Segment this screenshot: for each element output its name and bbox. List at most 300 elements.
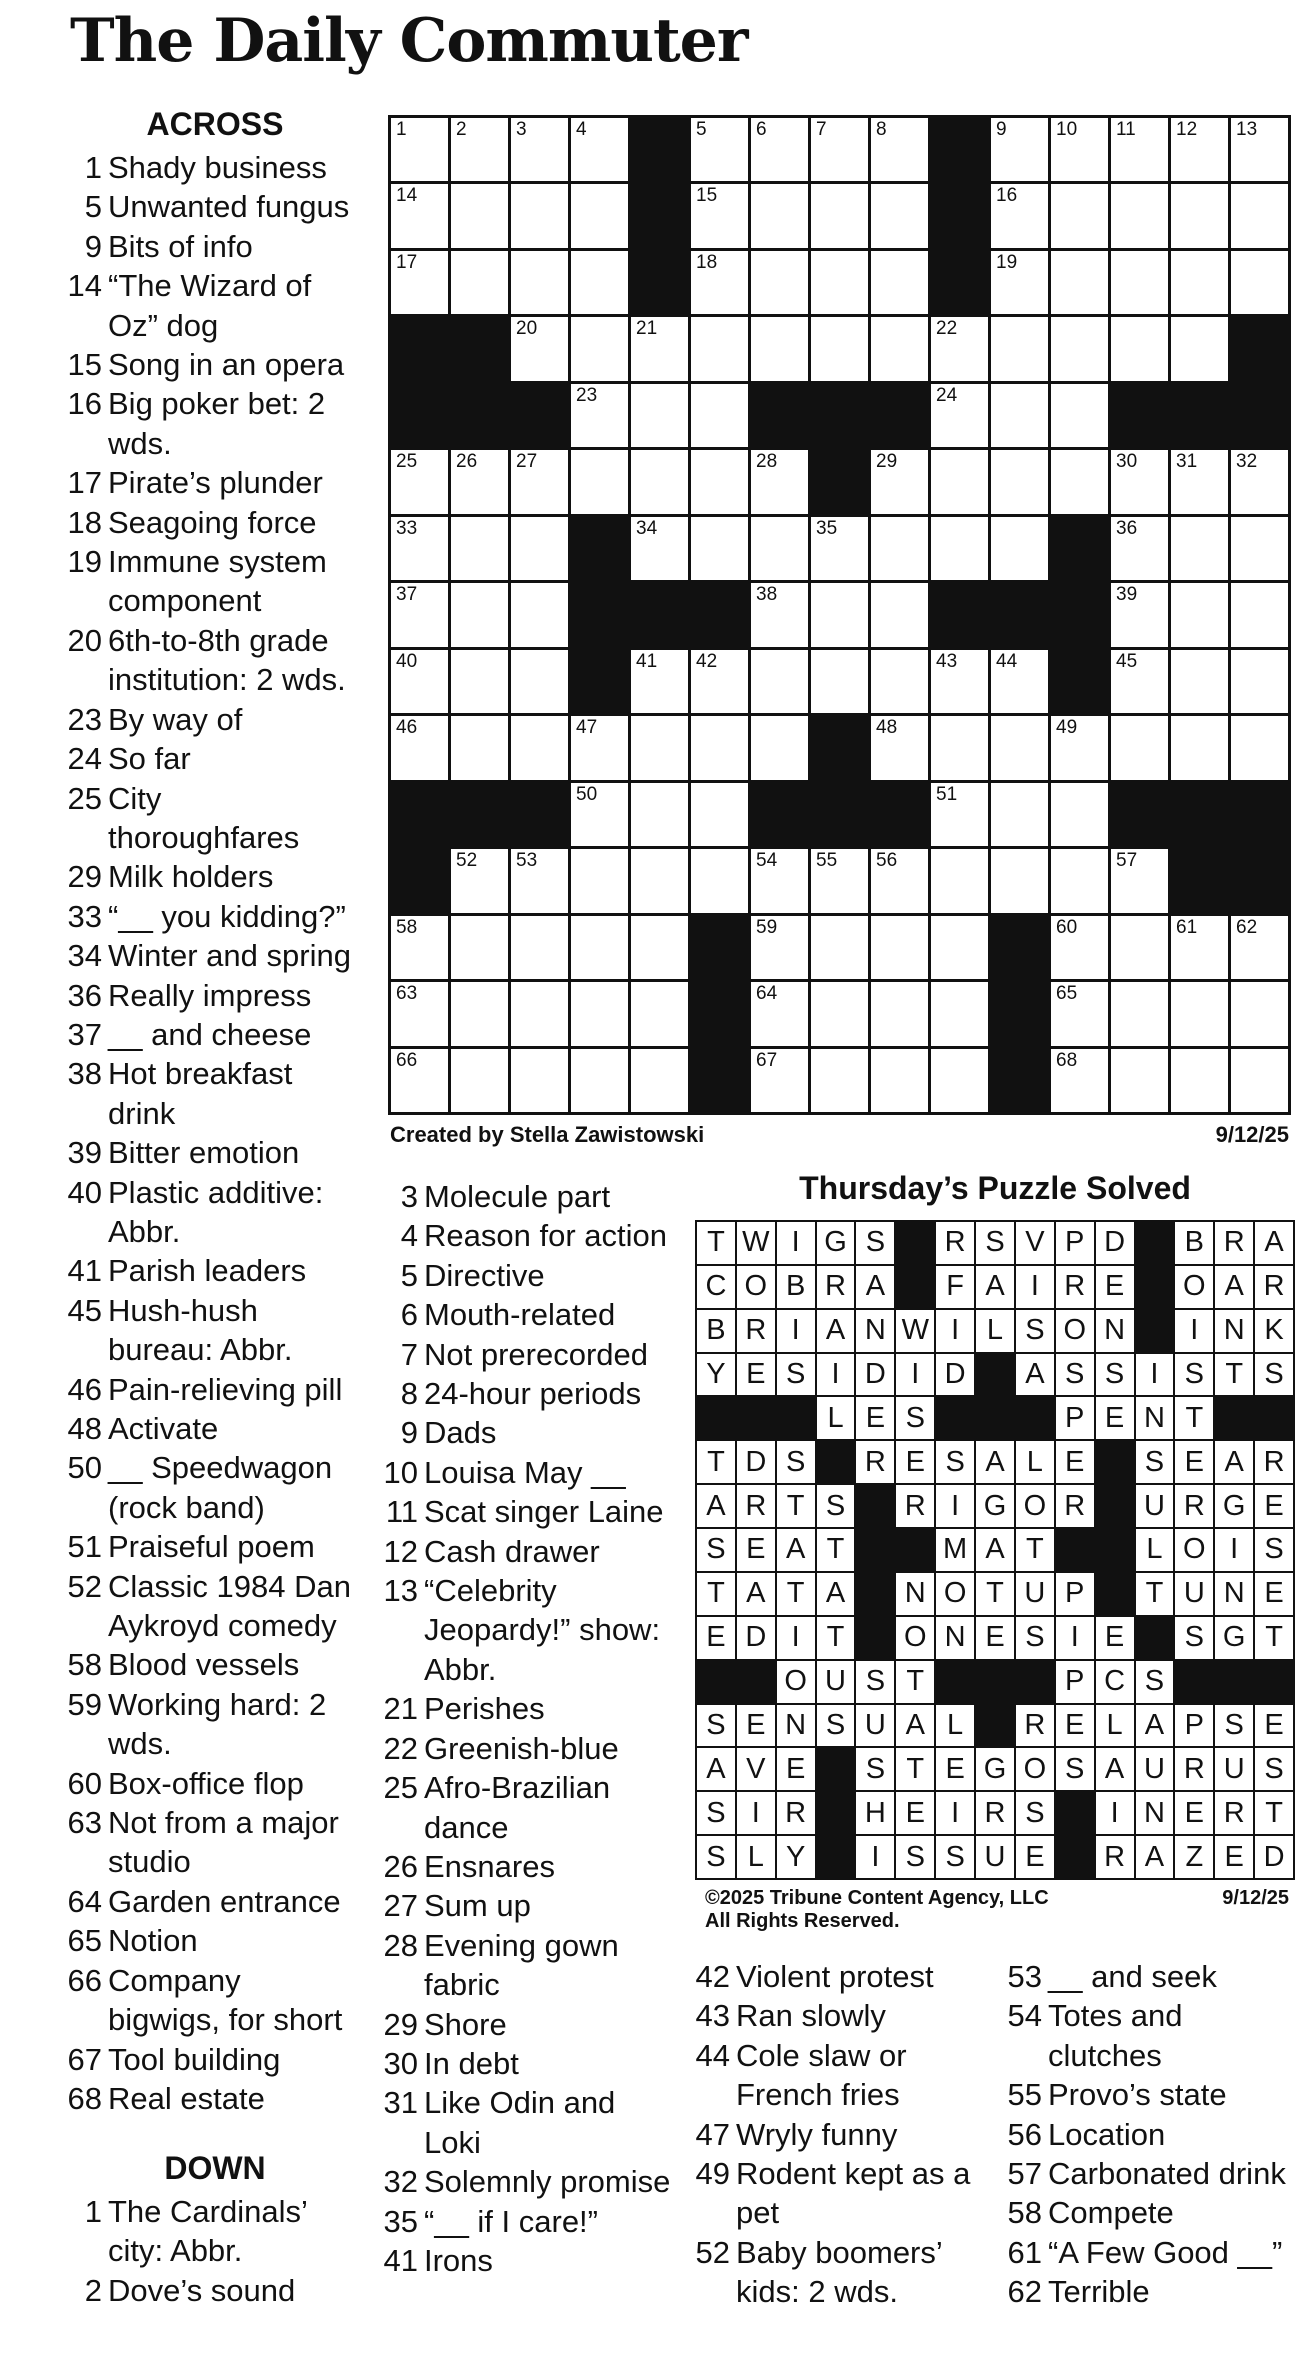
- clue: [376, 1492, 676, 1531]
- grid-cell[interactable]: [991, 184, 1048, 247]
- grid-cell[interactable]: [811, 184, 868, 247]
- grid-cell[interactable]: [511, 184, 568, 247]
- grid-cell[interactable]: [991, 650, 1048, 713]
- grid-cell[interactable]: [811, 982, 868, 1045]
- solved-letter: T: [777, 1573, 815, 1615]
- grid-cell[interactable]: [751, 716, 808, 779]
- grid-cell[interactable]: [1231, 450, 1288, 513]
- grid-cell[interactable]: [691, 384, 748, 447]
- grid-cell[interactable]: [451, 982, 508, 1045]
- grid-cell[interactable]: [931, 384, 988, 447]
- grid-cell[interactable]: [511, 118, 568, 181]
- clue-text: Garden entrance: [108, 1883, 341, 1919]
- solved-letter: S: [936, 1836, 974, 1878]
- solved-letter: Y: [777, 1836, 815, 1878]
- cell-number: 17: [396, 251, 418, 273]
- grid-cell[interactable]: [991, 517, 1048, 580]
- grid-cell[interactable]: [931, 650, 988, 713]
- grid-block: [931, 583, 988, 646]
- grid-cell[interactable]: [751, 916, 808, 979]
- grid-cell[interactable]: [871, 849, 928, 912]
- grid-cell[interactable]: [751, 517, 808, 580]
- solved-letter: P: [1175, 1705, 1213, 1747]
- grid-cell[interactable]: [511, 583, 568, 646]
- solved-block: [856, 1617, 894, 1659]
- grid-cell[interactable]: [811, 583, 868, 646]
- clue-number: 55: [1007, 2077, 1042, 2113]
- grid-cell[interactable]: [751, 650, 808, 713]
- solved-letter: A: [1215, 1266, 1253, 1308]
- grid-cell[interactable]: [511, 317, 568, 380]
- clue: [376, 1413, 676, 1452]
- grid-cell[interactable]: [1111, 982, 1168, 1045]
- grid-cell[interactable]: [391, 583, 448, 646]
- clue: [376, 1453, 676, 1492]
- grid-cell[interactable]: [871, 583, 928, 646]
- grid-cell[interactable]: [691, 783, 748, 846]
- grid-block: [1231, 384, 1288, 447]
- cell-number: 33: [396, 517, 418, 539]
- grid-cell[interactable]: [1051, 783, 1108, 846]
- grid-cell[interactable]: [691, 849, 748, 912]
- grid-cell[interactable]: [691, 716, 748, 779]
- grid-cell[interactable]: [871, 716, 928, 779]
- clue-number: 10: [383, 1454, 418, 1490]
- grid-cell[interactable]: [1111, 849, 1168, 912]
- solved-letter: T: [697, 1573, 735, 1615]
- grid-cell[interactable]: [391, 184, 448, 247]
- solved-letter: A: [737, 1573, 775, 1615]
- grid-cell[interactable]: [871, 650, 928, 713]
- clue-number: 41: [67, 1253, 102, 1289]
- grid-cell[interactable]: [991, 716, 1048, 779]
- clue-text: __ and cheese: [108, 1016, 312, 1052]
- clue-number: 9: [400, 1415, 418, 1451]
- solved-letter: A: [1136, 1705, 1174, 1747]
- grid-cell[interactable]: [391, 450, 448, 513]
- clue: [60, 621, 360, 700]
- grid-cell[interactable]: [451, 450, 508, 513]
- clue-text: Real estate: [108, 2080, 265, 2116]
- clue-number: 3: [400, 1179, 418, 1214]
- grid-cell[interactable]: [1231, 184, 1288, 247]
- grid-cell[interactable]: [1051, 916, 1108, 979]
- clue-text: “A Few Good __”: [1048, 2234, 1283, 2270]
- clue: [60, 779, 360, 858]
- grid-cell[interactable]: [571, 716, 628, 779]
- grid-cell[interactable]: [751, 118, 808, 181]
- solved-letter: U: [1215, 1748, 1253, 1790]
- grid-cell[interactable]: [811, 1049, 868, 1112]
- grid-cell[interactable]: [1171, 118, 1228, 181]
- grid-block: [811, 783, 868, 846]
- grid-cell[interactable]: [391, 251, 448, 314]
- grid-cell[interactable]: [1171, 650, 1228, 713]
- grid-cell[interactable]: [931, 1049, 988, 1112]
- grid-cell[interactable]: [691, 184, 748, 247]
- clue-number: 33: [67, 898, 102, 934]
- grid-cell[interactable]: [511, 517, 568, 580]
- grid-cell[interactable]: [571, 450, 628, 513]
- grid-cell[interactable]: [1051, 317, 1108, 380]
- solved-letter: D: [856, 1354, 894, 1396]
- grid-cell[interactable]: [1051, 251, 1108, 314]
- grid-cell[interactable]: [871, 450, 928, 513]
- solved-letter: D: [737, 1617, 775, 1659]
- grid-cell[interactable]: [871, 916, 928, 979]
- clue-text: __ Speedwagon (rock band): [108, 1450, 333, 1525]
- grid-cell[interactable]: [1171, 251, 1228, 314]
- grid-cell[interactable]: [1231, 118, 1288, 181]
- solved-letter: S: [976, 1222, 1014, 1264]
- grid-cell[interactable]: [1231, 1049, 1288, 1112]
- grid-cell[interactable]: [631, 317, 688, 380]
- grid-cell[interactable]: [811, 916, 868, 979]
- clue-number: 39: [67, 1135, 102, 1171]
- grid-cell[interactable]: [631, 1049, 688, 1112]
- solved-letter: S: [817, 1485, 855, 1527]
- grid-cell[interactable]: [1171, 716, 1228, 779]
- grid-block: [1051, 650, 1108, 713]
- grid-cell[interactable]: [991, 783, 1048, 846]
- grid-cell[interactable]: [691, 251, 748, 314]
- grid-cell[interactable]: [931, 849, 988, 912]
- grid-cell[interactable]: [571, 251, 628, 314]
- cell-number: 18: [696, 251, 718, 273]
- clue-number: 21: [383, 1691, 418, 1727]
- grid-cell[interactable]: [1051, 849, 1108, 912]
- grid-cell[interactable]: [1111, 716, 1168, 779]
- clue-number: 59: [67, 1686, 102, 1722]
- grid-block: [811, 384, 868, 447]
- grid-cell[interactable]: [751, 982, 808, 1045]
- grid-cell[interactable]: [691, 118, 748, 181]
- clue-text: Unwanted fungus: [108, 189, 350, 225]
- grid-cell[interactable]: [871, 517, 928, 580]
- grid-cell[interactable]: [571, 849, 628, 912]
- clue-text: “Celebrity Jeopardy!” show: Abbr.: [424, 1573, 661, 1687]
- clue-number: 37: [67, 1016, 102, 1052]
- grid-cell[interactable]: [811, 517, 868, 580]
- grid-cell[interactable]: [1111, 583, 1168, 646]
- clue: [60, 1251, 360, 1290]
- clue-number: 68: [67, 2080, 102, 2116]
- grid-cell[interactable]: [1051, 384, 1108, 447]
- clue-text: Classic 1984 Dan Aykroyd comedy: [108, 1568, 351, 1644]
- grid-cell[interactable]: [1171, 317, 1228, 380]
- grid-cell[interactable]: [511, 916, 568, 979]
- clue: [60, 266, 360, 345]
- grid-cell[interactable]: [1231, 517, 1288, 580]
- cell-number: 65: [1056, 983, 1078, 1005]
- grid-cell[interactable]: [511, 716, 568, 779]
- solved-letter: N: [856, 1310, 894, 1352]
- clue: [1000, 1996, 1300, 2075]
- clue-number: 12: [383, 1533, 418, 1569]
- grid-cell[interactable]: [391, 716, 448, 779]
- down-clues-col3: [688, 1957, 994, 2312]
- grid-cell[interactable]: [1111, 916, 1168, 979]
- clue-number: 56: [1007, 2116, 1042, 2152]
- grid-cell[interactable]: [1051, 1049, 1108, 1112]
- grid-cell[interactable]: [871, 251, 928, 314]
- grid-cell[interactable]: [931, 982, 988, 1045]
- clue-text: “The Wizard of Oz” dog: [108, 268, 312, 343]
- grid-cell[interactable]: [751, 583, 808, 646]
- grid-cell[interactable]: [1111, 517, 1168, 580]
- cell-number: 51: [936, 783, 958, 805]
- solved-letter: A: [1215, 1441, 1253, 1483]
- clue-number: 4: [400, 1218, 418, 1254]
- grid-cell[interactable]: [1051, 184, 1108, 247]
- clue-text: Molecule part: [424, 1179, 611, 1214]
- grid-cell[interactable]: [811, 849, 868, 912]
- grid-cell[interactable]: [751, 450, 808, 513]
- grid-cell[interactable]: [1111, 317, 1168, 380]
- grid-cell[interactable]: [571, 384, 628, 447]
- cell-number: 67: [756, 1049, 778, 1071]
- cell-number: 47: [576, 717, 598, 739]
- solved-letter: I: [1016, 1266, 1054, 1308]
- grid-block: [391, 384, 448, 447]
- grid-cell[interactable]: [451, 517, 508, 580]
- clue-number: 42: [695, 1959, 730, 1994]
- grid-cell[interactable]: [871, 118, 928, 181]
- solved-block: [737, 1397, 775, 1439]
- clue: [376, 1729, 676, 1768]
- grid-cell[interactable]: [931, 450, 988, 513]
- grid-cell[interactable]: [451, 650, 508, 713]
- solved-letter: E: [976, 1617, 1014, 1659]
- grid-cell[interactable]: [571, 982, 628, 1045]
- clue: [376, 1768, 676, 1847]
- grid-cell[interactable]: [751, 184, 808, 247]
- grid-cell[interactable]: [571, 1049, 628, 1112]
- clue: [60, 700, 360, 739]
- grid-cell[interactable]: [931, 916, 988, 979]
- solved-letter: D: [936, 1354, 974, 1396]
- grid-cell[interactable]: [1231, 916, 1288, 979]
- clue: [376, 1335, 676, 1374]
- grid-cell[interactable]: [1111, 1049, 1168, 1112]
- grid-cell[interactable]: [931, 716, 988, 779]
- grid-cell[interactable]: [451, 849, 508, 912]
- clue-number: 46: [67, 1371, 102, 1407]
- grid-cell[interactable]: [931, 317, 988, 380]
- clue-text: Terrible: [1048, 2274, 1150, 2310]
- grid-cell[interactable]: [1231, 982, 1288, 1045]
- solved-letter: E: [1255, 1485, 1293, 1527]
- solved-block: [1255, 1397, 1293, 1439]
- solved-block: [936, 1661, 974, 1703]
- grid-cell[interactable]: [631, 982, 688, 1045]
- clue-number: 23: [67, 701, 102, 737]
- clue-number: 54: [1007, 1998, 1042, 2034]
- solved-letter: A: [976, 1441, 1014, 1483]
- grid-cell[interactable]: [451, 716, 508, 779]
- clue-number: 38: [67, 1056, 102, 1092]
- grid-cell[interactable]: [571, 184, 628, 247]
- grid-cell[interactable]: [631, 849, 688, 912]
- grid-cell[interactable]: [1111, 650, 1168, 713]
- grid-cell[interactable]: [631, 384, 688, 447]
- grid-cell[interactable]: [511, 1049, 568, 1112]
- grid-cell[interactable]: [751, 317, 808, 380]
- solved-letter: I: [896, 1354, 934, 1396]
- grid-cell[interactable]: [1051, 982, 1108, 1045]
- grid-cell[interactable]: [811, 251, 868, 314]
- cell-number: 36: [1116, 517, 1138, 539]
- grid-cell[interactable]: [511, 849, 568, 912]
- grid-cell[interactable]: [631, 517, 688, 580]
- solved-letter: A: [1096, 1748, 1134, 1790]
- grid-cell[interactable]: [451, 916, 508, 979]
- grid-cell[interactable]: [1171, 1049, 1228, 1112]
- grid-cell[interactable]: [511, 982, 568, 1045]
- solved-letter: Y: [697, 1354, 735, 1396]
- grid-cell[interactable]: [451, 118, 508, 181]
- grid-block: [1231, 849, 1288, 912]
- grid-cell[interactable]: [391, 916, 448, 979]
- grid-cell[interactable]: [391, 118, 448, 181]
- grid-cell[interactable]: [811, 118, 868, 181]
- cell-number: 16: [996, 185, 1018, 207]
- solved-block: [1056, 1792, 1094, 1834]
- solved-letter: K: [1255, 1310, 1293, 1352]
- clue: [60, 1567, 360, 1646]
- grid-cell[interactable]: [811, 650, 868, 713]
- grid-cell[interactable]: [1051, 450, 1108, 513]
- grid-cell[interactable]: [1231, 583, 1288, 646]
- grid-cell[interactable]: [391, 517, 448, 580]
- grid-cell[interactable]: [1171, 450, 1228, 513]
- grid-cell[interactable]: [631, 783, 688, 846]
- grid-cell[interactable]: [451, 1049, 508, 1112]
- clue: [60, 148, 360, 187]
- grid-block: [391, 849, 448, 912]
- solved-block: [1016, 1661, 1054, 1703]
- solved-letter: R: [1175, 1485, 1213, 1527]
- grid-cell[interactable]: [871, 1049, 928, 1112]
- grid-cell[interactable]: [1111, 450, 1168, 513]
- solved-letter: S: [1016, 1617, 1054, 1659]
- clue-number: 67: [67, 2041, 102, 2077]
- clue-text: Company bigwigs, for short: [108, 1962, 343, 2038]
- cell-number: 25: [396, 451, 418, 473]
- grid-cell[interactable]: [631, 450, 688, 513]
- solved-letter: L: [817, 1397, 855, 1439]
- clue-text: Immune system component: [108, 544, 327, 619]
- grid-cell[interactable]: [751, 849, 808, 912]
- clue-number: 58: [67, 1647, 102, 1683]
- clue-text: Cash drawer: [424, 1533, 600, 1569]
- grid-cell[interactable]: [1231, 650, 1288, 713]
- solved-letter: R: [777, 1792, 815, 1834]
- grid-cell[interactable]: [1051, 118, 1108, 181]
- grid-cell[interactable]: [691, 517, 748, 580]
- grid-cell[interactable]: [571, 118, 628, 181]
- solved-letter: I: [817, 1354, 855, 1396]
- solved-letter: O: [1175, 1266, 1213, 1308]
- grid-cell[interactable]: [391, 1049, 448, 1112]
- grid-cell[interactable]: [1111, 118, 1168, 181]
- grid-cell[interactable]: [391, 982, 448, 1045]
- clue: [1000, 2193, 1300, 2232]
- grid-cell[interactable]: [931, 783, 988, 846]
- grid-cell[interactable]: [691, 650, 748, 713]
- grid-cell[interactable]: [1171, 184, 1228, 247]
- cell-number: 15: [696, 185, 718, 207]
- grid-cell[interactable]: [991, 450, 1048, 513]
- grid-cell[interactable]: [1051, 716, 1108, 779]
- grid-cell[interactable]: [691, 450, 748, 513]
- grid-cell[interactable]: [991, 118, 1048, 181]
- grid-block: [511, 783, 568, 846]
- grid-cell[interactable]: [1171, 583, 1228, 646]
- grid-cell[interactable]: [391, 650, 448, 713]
- solved-letter: S: [777, 1354, 815, 1396]
- grid-cell[interactable]: [991, 317, 1048, 380]
- grid-cell[interactable]: [931, 517, 988, 580]
- grid-cell[interactable]: [571, 783, 628, 846]
- solved-block: [697, 1397, 735, 1439]
- clue-number: 1: [84, 2194, 102, 2229]
- grid-cell[interactable]: [451, 184, 508, 247]
- cell-number: 21: [636, 318, 658, 340]
- grid-cell[interactable]: [871, 184, 928, 247]
- grid-cell[interactable]: [751, 251, 808, 314]
- grid-cell[interactable]: [751, 1049, 808, 1112]
- solved-letter: R: [1255, 1266, 1293, 1308]
- grid-cell[interactable]: [871, 982, 928, 1045]
- grid-cell[interactable]: [631, 716, 688, 779]
- grid-cell[interactable]: [991, 251, 1048, 314]
- clue-text: Directive: [424, 1257, 545, 1293]
- solved-letter: U: [1175, 1573, 1213, 1615]
- grid-cell[interactable]: [1171, 982, 1228, 1045]
- solved-letter: S: [697, 1529, 735, 1571]
- grid-cell[interactable]: [991, 384, 1048, 447]
- grid-cell[interactable]: [1171, 517, 1228, 580]
- grid-cell[interactable]: [1231, 251, 1288, 314]
- grid-block: [811, 716, 868, 779]
- grid-cell[interactable]: [871, 317, 928, 380]
- grid-cell[interactable]: [451, 583, 508, 646]
- grid-cell[interactable]: [991, 849, 1048, 912]
- grid-cell[interactable]: [631, 916, 688, 979]
- grid-cell[interactable]: [571, 317, 628, 380]
- solved-letter: U: [1016, 1573, 1054, 1615]
- solved-block: [856, 1485, 894, 1527]
- grid-cell[interactable]: [571, 916, 628, 979]
- solved-letter: R: [1215, 1222, 1253, 1264]
- grid-cell[interactable]: [631, 650, 688, 713]
- grid-cell[interactable]: [451, 251, 508, 314]
- solved-block: [1215, 1397, 1253, 1439]
- grid-cell[interactable]: [1111, 184, 1168, 247]
- grid-cell[interactable]: [1231, 716, 1288, 779]
- clue-number: 36: [67, 977, 102, 1013]
- grid-cell[interactable]: [811, 317, 868, 380]
- grid-cell[interactable]: [511, 450, 568, 513]
- clue: [376, 2162, 676, 2201]
- clue-text: Reason for action: [424, 1218, 667, 1254]
- grid-cell[interactable]: [1171, 916, 1228, 979]
- grid-cell[interactable]: [691, 317, 748, 380]
- grid-cell[interactable]: [1111, 251, 1168, 314]
- grid-cell[interactable]: [511, 650, 568, 713]
- grid-cell[interactable]: [511, 251, 568, 314]
